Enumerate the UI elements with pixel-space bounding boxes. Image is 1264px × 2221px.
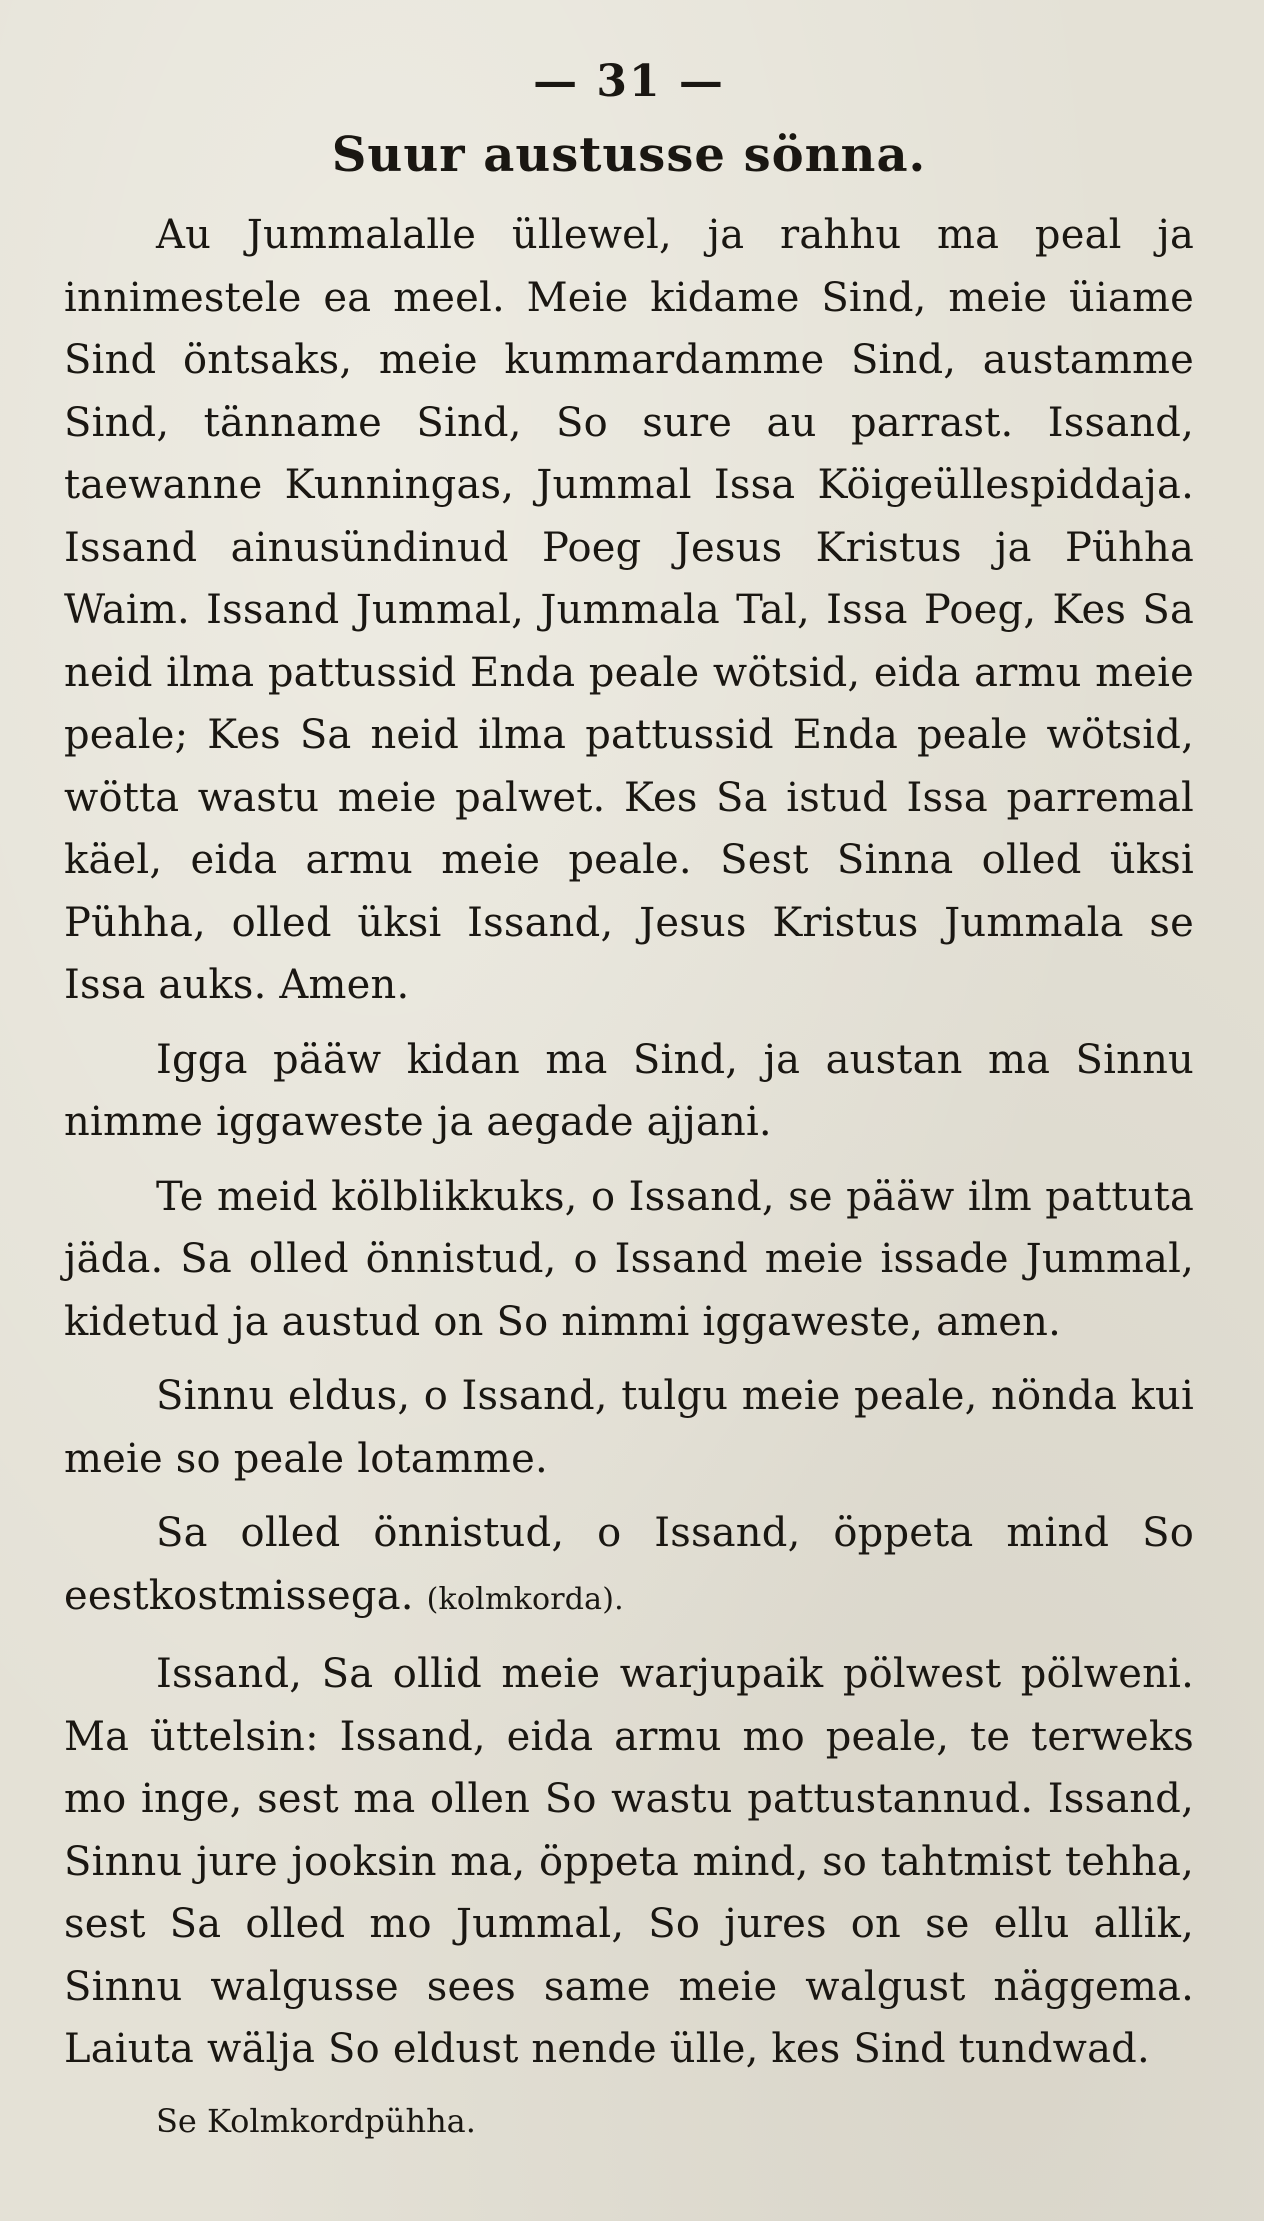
paragraph-gloria: Au Jummalalle üllewel, ja rahhu ma peal ja innimestele ea meel. Meie kidame Sind, meie üiame Sind öntsaks, meie kummardamme Sind, austamme Sind, tänname Sind, So sure au parrast. Issand, taewanne Kunningas, Jummal Issa Köigeüllespiddaja. Issand ainusündinud Poeg Jesus Kristus ja Pühha Waim. Issand Jummal, Jummala Tal, Issa Poeg, Kes Sa neid ilma pattussid Enda peale wötsid, eida armu meie peale; Kes Sa neid ilma pattussid Enda peale wötsid, wötta wastu meie palwet. Kes Sa istud Issa parremal käel, eida armu meie peale. Sest Sinna olled üksi Pühha, olled üksi Issand, Jesus Kristus Jummala se Issa auks. Amen. bbox=[64, 212, 1194, 1008]
paragraph-keep-us: Te meid kölblikkuks, o Issand, se pääw ilm pattuta jäda. Sa olled önnistud, o Issand meie issade Jummal, kidetud ja austud on So nimmi iggaweste, amen. bbox=[64, 1173, 1194, 1345]
paragraph-refuge: Issand, Sa ollid meie warjupaik pölwest pölweni. Ma üttelsin: Issand, eida armu mo peale, te terweks mo inge, sest ma ollen So wastu pattustannud. Issand, Sinnu jure jooksin ma, öppeta mind, so tahtmist tehha, sest Sa olled mo Jummal, So jures on se ellu allik, Sinnu walgusse sees same meie walgust näggema. Laiuta wälja So eldust nende ülle, kes Sind tundwad. bbox=[64, 1651, 1194, 2072]
paragraph-teach-me-text: Sa olled önnistud, o Issand, öppeta mind So eestkostmissega. bbox=[64, 1510, 1194, 1619]
paragraph-mercy: Sinnu eldus, o Issand, tulgu meie peale, nönda kui meie so peale lotamme. bbox=[64, 1373, 1194, 1482]
thrice-note: (kolmkorda). bbox=[426, 1581, 624, 1617]
text-block bbox=[64, 52, 1194, 2149]
paragraph-daily-praise: Igga pääw kidan ma Sind, ja austan ma Sinnu nimme iggaweste ja aegade ajjani. bbox=[64, 1036, 1194, 1145]
paragraph-teach-me bbox=[64, 1502, 1194, 1631]
closing-line: Se Kolmkordpühha. bbox=[156, 2101, 476, 2140]
page-number: — 31 — bbox=[533, 56, 725, 107]
section-heading: Suur austusse sönna. bbox=[331, 127, 927, 183]
